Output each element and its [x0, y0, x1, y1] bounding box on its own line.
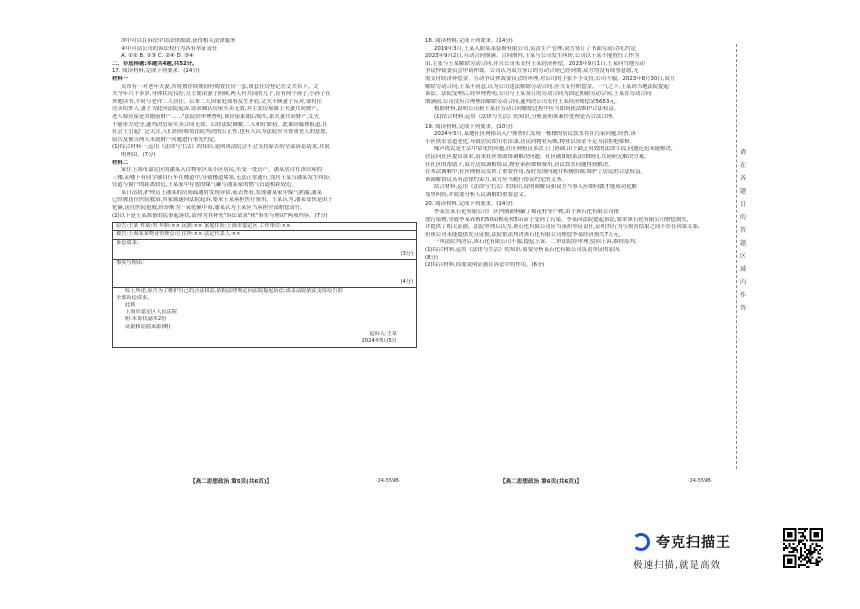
answer-area-margin-note: [739, 146, 747, 315]
text-line: 不能单方处分,遂判决房屋买卖合同无效。后经法院调解,二人和好如初。此案经媒体报道,在: [112, 121, 328, 128]
text-line: 化碳,送往医院抢救,经诊断为一氧化碳中毒,潘某认为王某应当承担全部赔偿责任。: [112, 205, 306, 212]
text-line: 解除劳动合同,王某不同意,认为公司违法解除劳动合同,应当支付赔偿金。一气之下,王某到当地法院提起: [425, 83, 670, 90]
margin-note-char: 题: [739, 240, 746, 247]
text-line: 居民向社区提出诉求,请求社区帮助协调解决问题。社区随即联系法律顾问,共同研究解决方案,: [425, 153, 646, 160]
text-line: 该调解协议具有法律约束力,双方应当履行协议约定的义务。: [425, 176, 567, 183]
text-line: 诉讼。法院受理后,经审理查明,公司与王某签订的劳动合同为固定期限劳动合同,王某在劳动合同: [425, 91, 652, 98]
text-line: 外地读书,平时与老伴二人居住。后来二人因家庭琐事发生矛盾,丈夫不顾妻子反对,要将住: [112, 98, 322, 105]
text-line: 在社区的帮助下,双方达成调解协议,物业承担维修费用,居民饮水问题得到解决。: [425, 161, 614, 168]
text-line: 上海市嘉定区人民法院: [125, 309, 177, 316]
text-line: (8分): [425, 254, 439, 261]
margin-note-char: 题: [739, 188, 746, 195]
form-closing-text: [116, 288, 413, 331]
scanner-slogan: 极速扫描,就是高效: [633, 560, 722, 571]
text-line: 17. 阅读材料,完成下列要求。(14分): [112, 68, 200, 75]
material-2-title: 材料二: [112, 159, 129, 166]
question-19: [425, 124, 725, 200]
qr-code-icon: [783, 528, 823, 568]
text-line: 邻里纠纷,并简要分析人民调解的重要意义。: [425, 191, 530, 198]
margin-note-char: 各: [739, 175, 746, 182]
margin-note-char: 答: [739, 305, 746, 312]
text-line: 19. 阅读材料,完成下列要求。(10分): [425, 123, 513, 130]
question-20: [425, 201, 725, 269]
form-claims-label: 诉讼请求:: [116, 239, 139, 246]
question-17-2: (2)以下是王某准备的民事起诉状,请你为其补充"诉讼请求"和"事实与理由"两项内容。(7分): [112, 212, 328, 219]
exam-page-6: [425, 38, 725, 470]
text-line: 一审法院判决后,该石化有限公司不服,提起上诉。二审法院经审理,驳回上诉,维持原判。: [434, 239, 641, 246]
text-line: (2)综合材料,简要说明证据在诉讼中的作用。(6分): [425, 262, 545, 269]
text-line: 某日清晨,护理员王潘某的房间疏通时发现异常,前去查看,发现潘某家中煤气泄漏,潘某: [121, 189, 322, 196]
form-claims-score: (3分): [400, 251, 413, 258]
scanner-brand-name: 夸克扫描王: [656, 535, 731, 551]
text-line: (1)综合材料一,运用《法律与生活》的知识,说明该法院会不会支持原告的全部诉讼请求,并说: [112, 144, 330, 151]
margin-note-char: 域: [739, 266, 746, 273]
text-line: 夫今年六十多岁,身体状况良好,且主要由妻子照顾,两人有共同的儿子,育有两个孙子,小孙子在: [112, 91, 331, 98]
margin-note-char: 内: [739, 279, 746, 286]
binding-gutter-line: [736, 44, 738, 469]
text-line: 小区供水管道老化,导致居民饮用水浑浊,居民向物业反映,物业以资金不足为由拒绝维修。: [425, 138, 635, 145]
text-line: ③甲可以在诉讼中请法律援助,获得相关法律服务: [121, 38, 236, 44]
margin-note-char: 在: [739, 162, 746, 169]
top-options-block: [112, 38, 417, 84]
form-facts-label: 事实与理由:: [116, 259, 144, 266]
text-line: (1)结合材料,运用《法律与生活》的知识,分析说明该案件处理是否合法合理。: [434, 113, 618, 120]
form-defendant-row: 被告:上海某某物业管理公司 住所:×× 法定代表人:××: [113, 231, 416, 239]
text-line: 18. 阅读材料,完成下列要求。(14分): [425, 38, 513, 44]
civil-complaint-form: [112, 222, 417, 348]
form-facts-score: (4分): [400, 279, 413, 286]
text-line: 全部诉讼请求。: [116, 294, 153, 301]
form-date: 2024年5月5日: [361, 338, 397, 345]
text-line: (1)综合材料,运用《法律与生活》的知识,简要分析某石化有限公司负责举证的原因。: [425, 247, 625, 254]
material-2-text: [112, 167, 417, 213]
text-line: A. ①② B. ①③ C. ②④ D. ③④: [121, 53, 194, 60]
text-line: ④甲可请公司的诉讼权行为各有举证责任: [121, 45, 218, 52]
exam-page-5: [112, 38, 417, 470]
form-plaintiff-row: 原告:王某 性别:男 年龄:×× 民族:×× 家庭住址:上海市嘉定区 工作单位:××: [113, 223, 416, 231]
text-line: 由,主张与王某解除劳动合同,并且公司未支付王某经济补偿。2023年9月1日,王某向当地劳动: [425, 60, 645, 67]
text-line: 综上所述,原告为了维护自己的合法权益,依据法律规定向法院提起诉讼,请求法院依法支持原告的: [125, 287, 343, 294]
text-line: 20. 阅读材料,完成下列要求。(14分): [425, 201, 513, 208]
question-18: [425, 38, 725, 122]
margin-note-char: 答: [739, 227, 746, 234]
material-1-text: [112, 84, 417, 145]
text-line: 原告及被告两人未就财产问题进行事先约定。: [112, 136, 220, 143]
text-line: 根据材料,说明公司和王某在劳动合同解除过程中应当如何依法维护合法权益。: [434, 106, 619, 113]
question-17-1: [112, 144, 417, 159]
text-line: 管道与窗户的距离较近,王某家中存放的煤气罐与潘某家的燃气管道相距较近。: [112, 182, 297, 189]
text-line: 2023年9月2日,劳动合同期满。合同期内,王某与公司发生纠纷,公司以王某不能胜任工作为: [425, 53, 640, 60]
scanner-brand: [632, 532, 731, 552]
margin-note-char: 作: [739, 292, 746, 299]
quark-logo-icon: [632, 533, 650, 551]
text-line: 明理由。(7分): [121, 151, 156, 158]
text-line: 放污染物,导致李某养殖的50亩棉花和5亩苗子受到了污染。李某向法院提起诉讼,要求该石化有限公司赔偿损失,: [425, 216, 689, 223]
margin-note-char: 目: [739, 201, 746, 208]
page-6-footer: 【高二思想政治 第6页(共6页)】: [500, 479, 582, 485]
margin-note-char: 请: [739, 149, 746, 156]
text-line: 期满前,公司没有合理理由解除劳动合同,遂判决公司支付王某经济赔偿金5653元。: [425, 98, 621, 105]
text-line: 三楼,而楼下有同学铺自行车在楼道中,导致楼道堵塞,无法正常通行,邻居王某与潘某发生纠纷,: [112, 174, 331, 181]
text-line: 社会上引起广泛关注,人们纷纷称赞法院判决的公正性,也有人认为法院应当尊重老人的意愿,: [112, 129, 328, 136]
page-5-footer: 【高二思想政治 第5页(共6页)】: [190, 479, 272, 485]
text-line: 材料一: [112, 75, 129, 82]
form-signer: 起诉人:王某: [369, 330, 397, 337]
margin-note-char: 区: [739, 253, 746, 260]
form-closing-row: [113, 288, 416, 348]
text-line: 并提供了相关证据。法院审理后认为,该石化有限公司应当承担举证责任,证明其行为与损害结果之间不存在因果关系,: [425, 224, 700, 231]
text-line: 李某在某石化有限公司厂区内倒卸料罐了棉花籽等产物,由于该石化有限公司排: [434, 209, 619, 216]
text-line: 2024年5月,某地社区网格员入户排查时,发现一栋楼的居民饮水存在污染问题,经查,该: [434, 131, 636, 138]
form-facts-row: [113, 260, 416, 288]
text-line: 二、非选择题:本题共4题,共52分。: [112, 60, 198, 67]
text-line: 房卖给外人,妻子为此向法院起诉,请求确认房屋买卖无效,并主张房屋属于夫妻共同财产,: [112, 106, 319, 113]
text-line: 此致: [125, 302, 136, 309]
page-5-code: ·24-559B·: [376, 478, 401, 484]
text-line: 但该公司未能提供充分证据,法院依法判决该石化有限公司赔偿李某经济损失7万元。: [425, 231, 625, 238]
text-line: 结合材料,运用《法律与生活》的知识,说明调解员和双方当事人应如何做才能成功化解: [434, 184, 637, 191]
margin-note-char: 的: [739, 214, 746, 221]
text-line: 证据和证据来源(略): [125, 323, 171, 330]
page-6-code: ·24-559B·: [688, 478, 713, 484]
text-line: 争议仲裁委员会申请仲裁。公司认为双方签订的劳动合同已经到期,双方均没有续签意愿,无: [425, 68, 639, 75]
form-claims-row: [113, 240, 416, 260]
text-line: 噪声扰民是生活中常见的问题,社区网格员多次上门协调,由于缺乏有效的法律手段,问题迟迟未能解决,: [434, 146, 673, 153]
text-line: 吴市有一对老年夫妻,其将独存续期间有购置住房一套,该套住房登记在丈夫名下。丈: [121, 83, 319, 90]
text-line: 已经被送往医院救治,其家属遂向法院起诉,要求王某承担医疗费用。王某认为,潘某受伤是由于: [112, 197, 333, 204]
text-line: 家住上海市嘉定区的潘某入住物业区某小区居民,买受一处房产。潘某居住在该房屋的: [121, 167, 323, 174]
text-line: 2019年3月,王某入职某某装修有限公司,负责生产管理,双方签订了书面劳动合同,约定: [434, 45, 636, 52]
text-line: 附:本诉状副本2份: [125, 316, 167, 323]
text-line: 在本次调解中,社区网格员发挥了重要作用,及时发现问题并积极协调,维护了居民的合法权益。: [425, 169, 646, 176]
text-line: 老人称房屋是其婚前财产……"法院经审理查明,该房屋系婚后购买,系夫妻共同财产,丈夫: [112, 113, 320, 120]
text-line: 需支付经济补偿金。劳动争议仲裁委员会经审理,对公司的主张不予支持,公司不服。2023年8月30日,双方: [425, 75, 676, 82]
